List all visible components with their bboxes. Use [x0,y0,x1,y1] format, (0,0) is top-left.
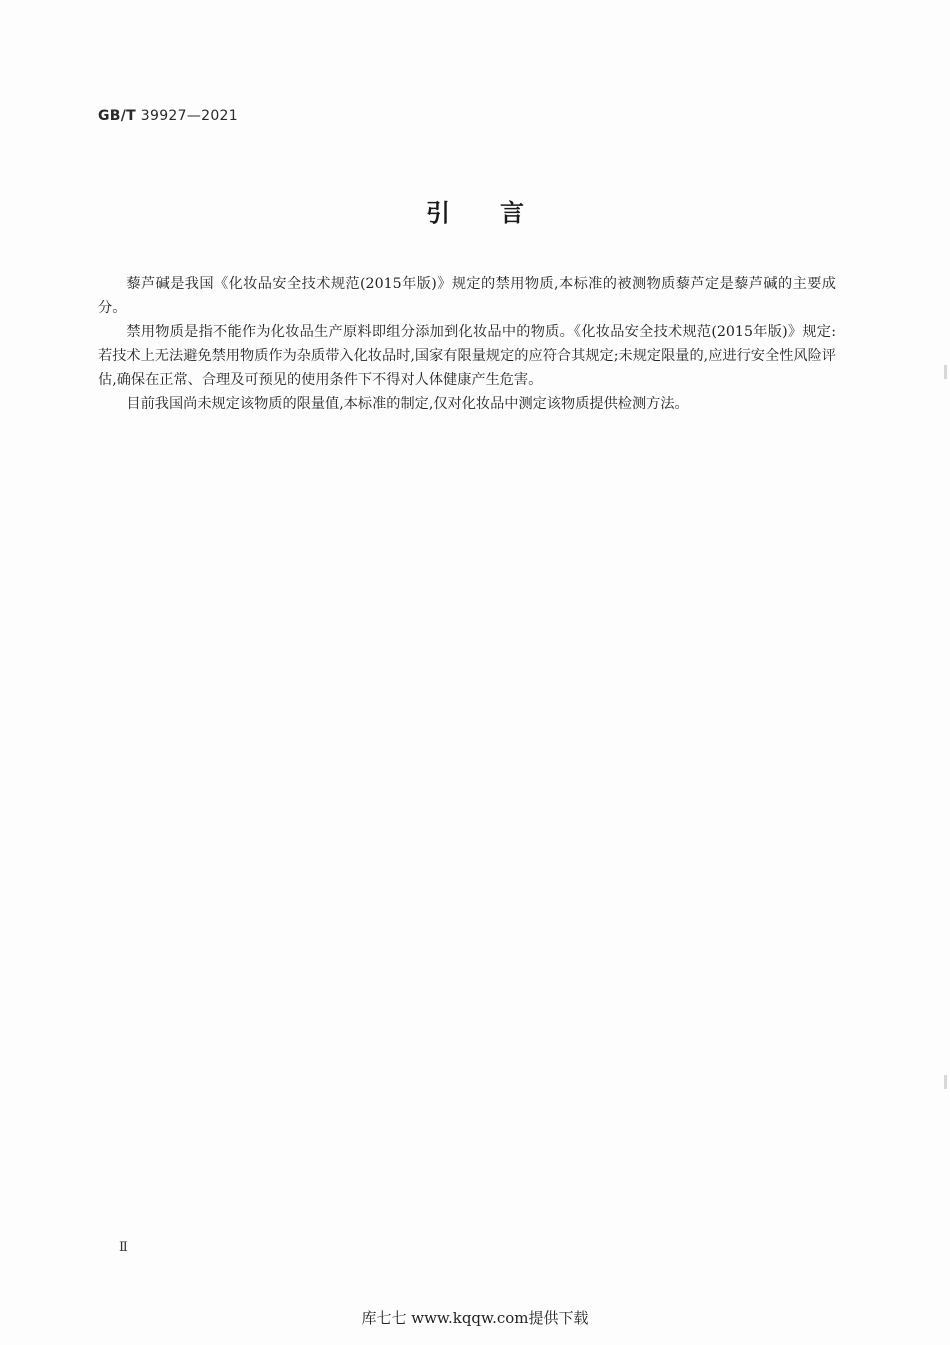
paragraph-2: 禁用物质是指不能作为化妆品生产原料即组分添加到化妆品中的物质。《化妆品安全技术规范(2015年版)》规定:若技术上无法避免禁用物质作为杂质带入化妆品时,国家有限量规定的应符合其规定;未规定限量的,应进行安全性风险评估,确保在正常、合理及可预见的使用条件下不得对人体健康产生危害。 [98,324,836,388]
scan-edge-mark [944,1075,947,1089]
scan-edge-mark [944,365,947,379]
standard-code [98,108,238,124]
page-number: Ⅱ [119,1240,128,1255]
download-provider-footer: 库七七 www.kqqw.com提供下载 [361,1309,589,1327]
paragraph-1: 藜芦碱是我国《化妆品安全技术规范(2015年版)》规定的禁用物质,本标准的被测物质藜芦定是藜芦碱的主要成分。 [98,276,836,316]
standard-code-number: 39927—2021 [140,108,238,124]
standard-code-prefix: GB/T [98,108,137,124]
section-title: 引言 [426,199,574,227]
body-text [98,272,836,416]
paragraph-3: 目前我国尚未规定该物质的限量值,本标准的制定,仅对化妆品中测定该物质提供检测方法。 [126,396,689,412]
